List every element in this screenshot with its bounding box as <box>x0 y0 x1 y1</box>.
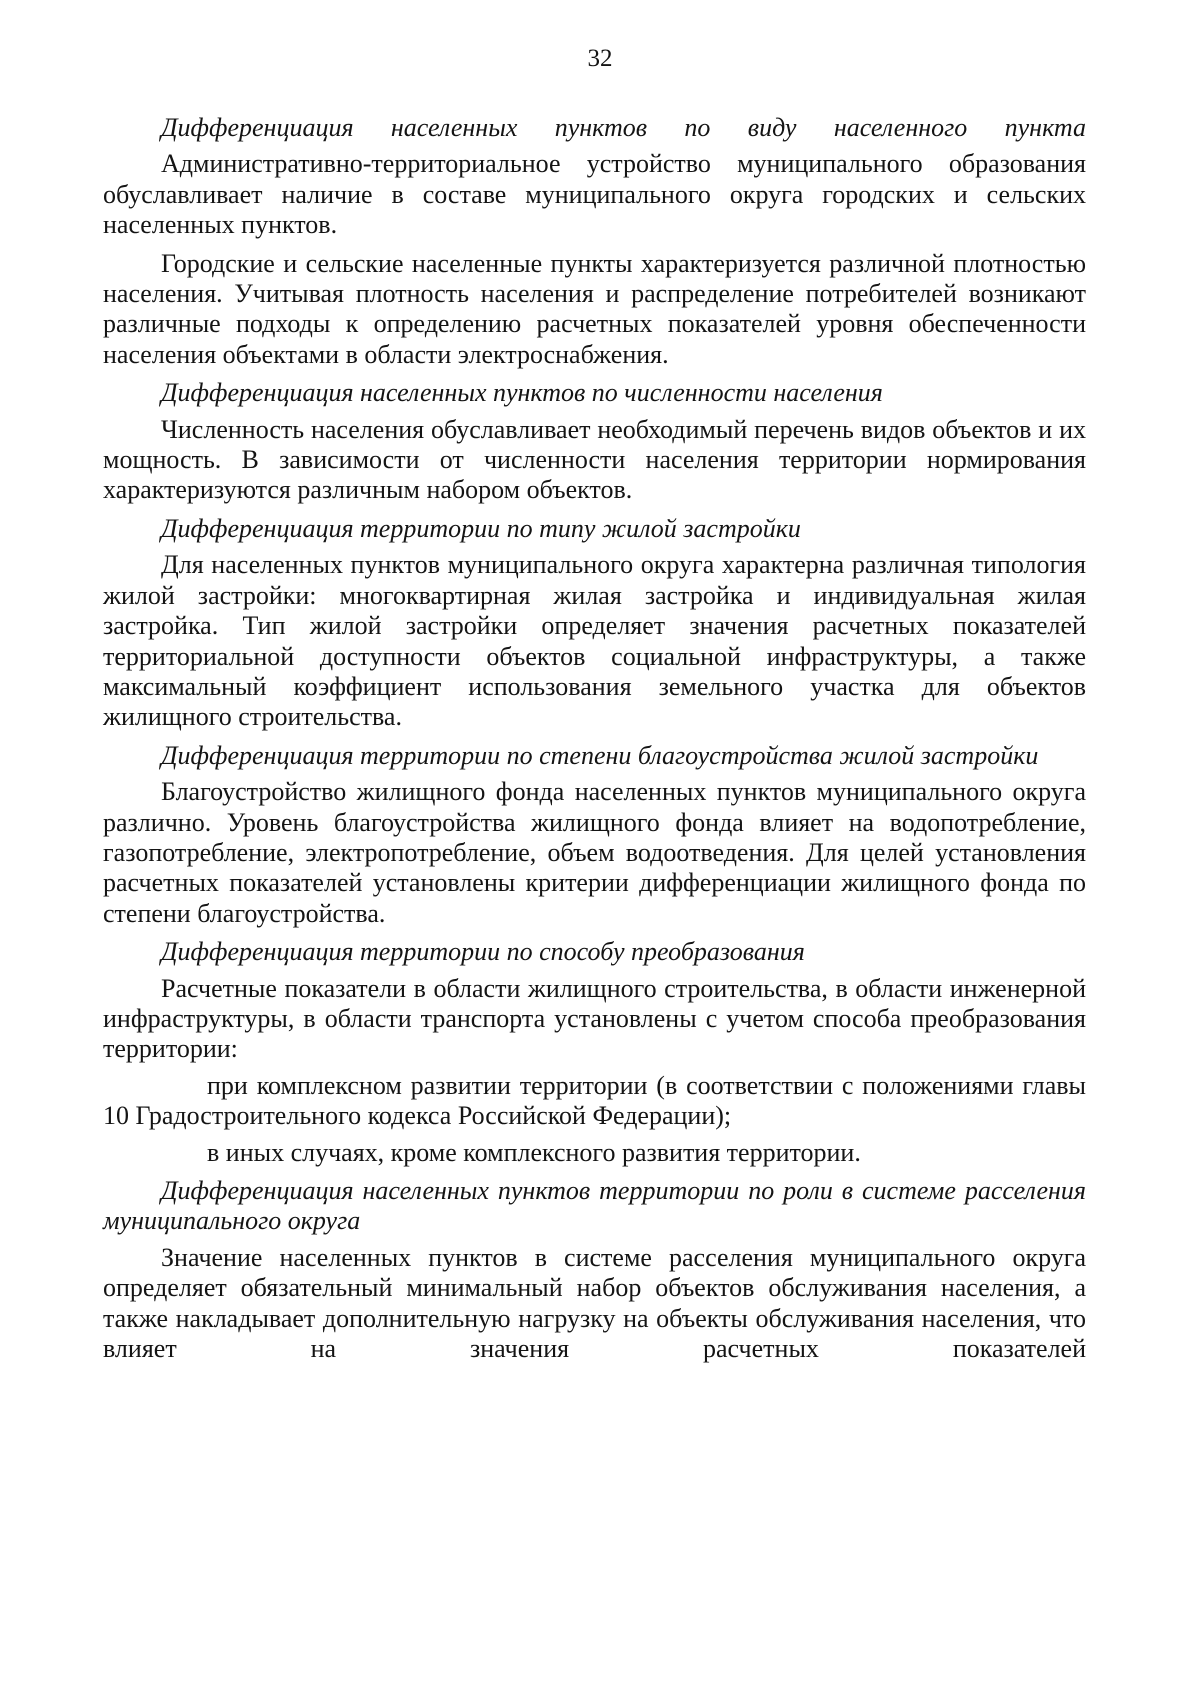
paragraph-settlement-role: Значение населенных пунктов в системе расселения муниципального округа определяет обязательный минимальный набор объектов обслуживания населения, а также накладывает дополнительную нагрузку на объекты обслуживания населения, что влияет на значения расчетных показателей <box>103 1242 1086 1364</box>
section-heading-amenities: Дифференциация территории по степени благоустройства жилой застройки <box>161 740 1039 770</box>
list-item-complex-development: при комплексном развитии территории (в соответствии с положениями главы 10 Градостроительного кодекса Российской Федерации); <box>103 1070 1086 1131</box>
section-heading-settlement-role: Дифференциация населенных пунктов территории по роли в системе расселения муниципального округа <box>103 1176 1086 1236</box>
paragraph-admin-structure: Административно-территориальное устройство муниципального образования обуславливает наличие в составе муниципального округа городских и сельских населенных пунктов. <box>103 149 1086 240</box>
paragraph-urban-rural-density: Городские и сельские населенные пункты характеризуется различной плотностью населения. Учитывая плотность населения и распределение потребителей возникают различные подходы к определению расчетных показателей уровня обеспеченности населения объектами в области электроснабжения. <box>103 248 1086 369</box>
section-heading-housing-type: Дифференциация территории по типу жилой застройки <box>161 513 801 543</box>
paragraph-transformation: Расчетные показатели в области жилищного строительства, в области инженерной инфраструктуры, в области транспорта установлены с учетом способа преобразования территории: <box>103 973 1086 1064</box>
section-heading-transformation: Дифференциация территории по способу преобразования <box>161 937 805 967</box>
page-content <box>103 113 1086 1364</box>
paragraph-housing-type: Для населенных пунктов муниципального округа характерна различная типология жилой застройки: многоквартирная жилая застройка и индивидуальная жилая застройка. Тип жилой застройки определяет значения расчетных показателей территориальной доступности объектов социальной инфраструктуры, а также максимальный коэффициент использования земельного участка для объектов жилищного строительства. <box>103 550 1086 732</box>
paragraph-population: Численность населения обуславливает необходимый перечень видов объектов и их мощность. В зависимости от численности населения территории нормирования характеризуются различным набором объектов. <box>103 414 1086 505</box>
paragraph-amenities: Благоустройство жилищного фонда населенных пунктов муниципального округа различно. Уровень благоустройства жилищного фонда влияет на водопотребление, газопотребление, электропотребление, объем водоотведения. Для целей установления расчетных показателей установлены критерии дифференциации жилищного фонда по степени благоустройства. <box>103 777 1086 928</box>
page-number: 32 <box>587 45 613 72</box>
section-heading-population: Дифференциация населенных пунктов по численности населения <box>161 378 883 408</box>
list-item-other-cases: в иных случаях, кроме комплексного развития территории. <box>207 1137 861 1167</box>
section-heading-settlement-type: Дифференциация населенных пунктов по виду населенного пункта <box>161 113 1086 142</box>
